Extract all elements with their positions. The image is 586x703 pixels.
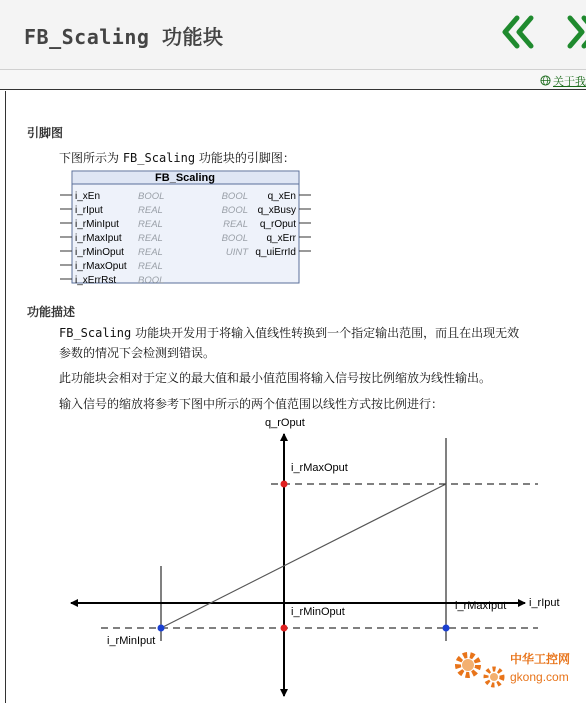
description-code: FB_Scaling bbox=[59, 326, 132, 340]
input-pin-type: REAL bbox=[138, 261, 163, 272]
output-pin-name: q_uiErrId bbox=[255, 247, 296, 258]
input-pin-type: BOOL bbox=[138, 275, 165, 286]
double-chevron-right-icon[interactable] bbox=[562, 10, 586, 54]
globe-icon bbox=[540, 75, 551, 86]
link-bar bbox=[0, 70, 586, 90]
max-output-point bbox=[281, 481, 288, 488]
section-heading-description: 功能描述 bbox=[27, 305, 76, 319]
watermark-text-url: gkong.com bbox=[510, 670, 569, 684]
input-pin-type: REAL bbox=[138, 219, 163, 230]
max-output-label: i_rMaxOput bbox=[291, 462, 348, 474]
pinout-intro bbox=[59, 147, 295, 169]
description-paragraph-1-line-1 bbox=[59, 322, 519, 344]
input-pin-name: i_rMinIput bbox=[75, 219, 119, 230]
min-input-point bbox=[158, 625, 165, 632]
output-pin-type: BOOL bbox=[221, 191, 248, 202]
pinout-intro-code: FB_Scaling bbox=[122, 151, 196, 165]
input-pin-type: BOOL bbox=[138, 191, 165, 202]
pinout-intro-prefix: 下图所示为 bbox=[59, 151, 123, 165]
about-link[interactable] bbox=[540, 73, 586, 89]
pinout-intro-suffix: 功能块的引脚图： bbox=[195, 151, 295, 165]
input-pin-name: i_rMaxOput bbox=[75, 261, 127, 272]
output-pin-name: q_rOput bbox=[259, 219, 296, 230]
about-link-label: 关于我 bbox=[553, 75, 586, 88]
min-output-label: i_rMinOput bbox=[291, 606, 345, 618]
output-pin-type: BOOL bbox=[221, 205, 248, 216]
description-p1-text: 功能块开发用于将输入值线性转换到一个指定输出范围，而且在出现无效 bbox=[131, 326, 520, 340]
description-paragraph-1-line-2: 参数的情况下会检测到错误。 bbox=[59, 346, 216, 360]
min-input-label: i_rMinIput bbox=[107, 635, 156, 647]
content-area bbox=[5, 91, 586, 703]
section-heading-pinout: 引脚图 bbox=[27, 126, 64, 140]
output-pin-type: REAL bbox=[223, 219, 248, 230]
double-chevron-left-icon[interactable] bbox=[497, 10, 541, 54]
input-pin-name: i_xEn bbox=[75, 191, 101, 202]
gear-icon bbox=[458, 655, 502, 685]
site-watermark-logo bbox=[446, 645, 586, 701]
output-pin-type: UINT bbox=[225, 247, 248, 258]
output-pin-type: BOOL bbox=[221, 233, 248, 244]
description-paragraph-3: 输入信号的缩放将参考下图中所示的两个值范围以线性方式按比例进行： bbox=[59, 397, 444, 411]
y-axis-label: q_rOput bbox=[265, 417, 305, 429]
input-pin-type: REAL bbox=[138, 233, 163, 244]
min-output-point bbox=[281, 625, 288, 632]
input-pin-name: i_rIput bbox=[75, 205, 103, 216]
max-input-label: i_rMaxIput bbox=[455, 600, 507, 612]
input-pin-name: i_xErrRst bbox=[75, 275, 117, 286]
output-pin-name: q_xBusy bbox=[257, 205, 296, 216]
input-pin-type: REAL bbox=[138, 247, 163, 258]
input-pin-name: i_rMaxIput bbox=[75, 233, 122, 244]
watermark-text-cn: 中华工控网 bbox=[510, 652, 571, 666]
x-axis-label: i_rIput bbox=[529, 597, 560, 609]
input-pin-type: REAL bbox=[138, 205, 163, 216]
page-title: FB_Scaling 功能块 bbox=[24, 25, 224, 49]
description-paragraph-2: 此功能块会相对于定义的最大值和最小值范围将输入信号按比例缩放为线性输出。 bbox=[59, 371, 492, 385]
function-block-diagram bbox=[58, 170, 328, 286]
input-pin-name: i_rMinOput bbox=[75, 247, 124, 258]
output-pin-name: q_xErr bbox=[266, 233, 296, 244]
output-pin-name: q_xEn bbox=[267, 191, 296, 202]
max-input-point bbox=[443, 625, 450, 632]
block-name: FB_Scaling bbox=[155, 172, 215, 184]
page-header bbox=[0, 0, 586, 70]
